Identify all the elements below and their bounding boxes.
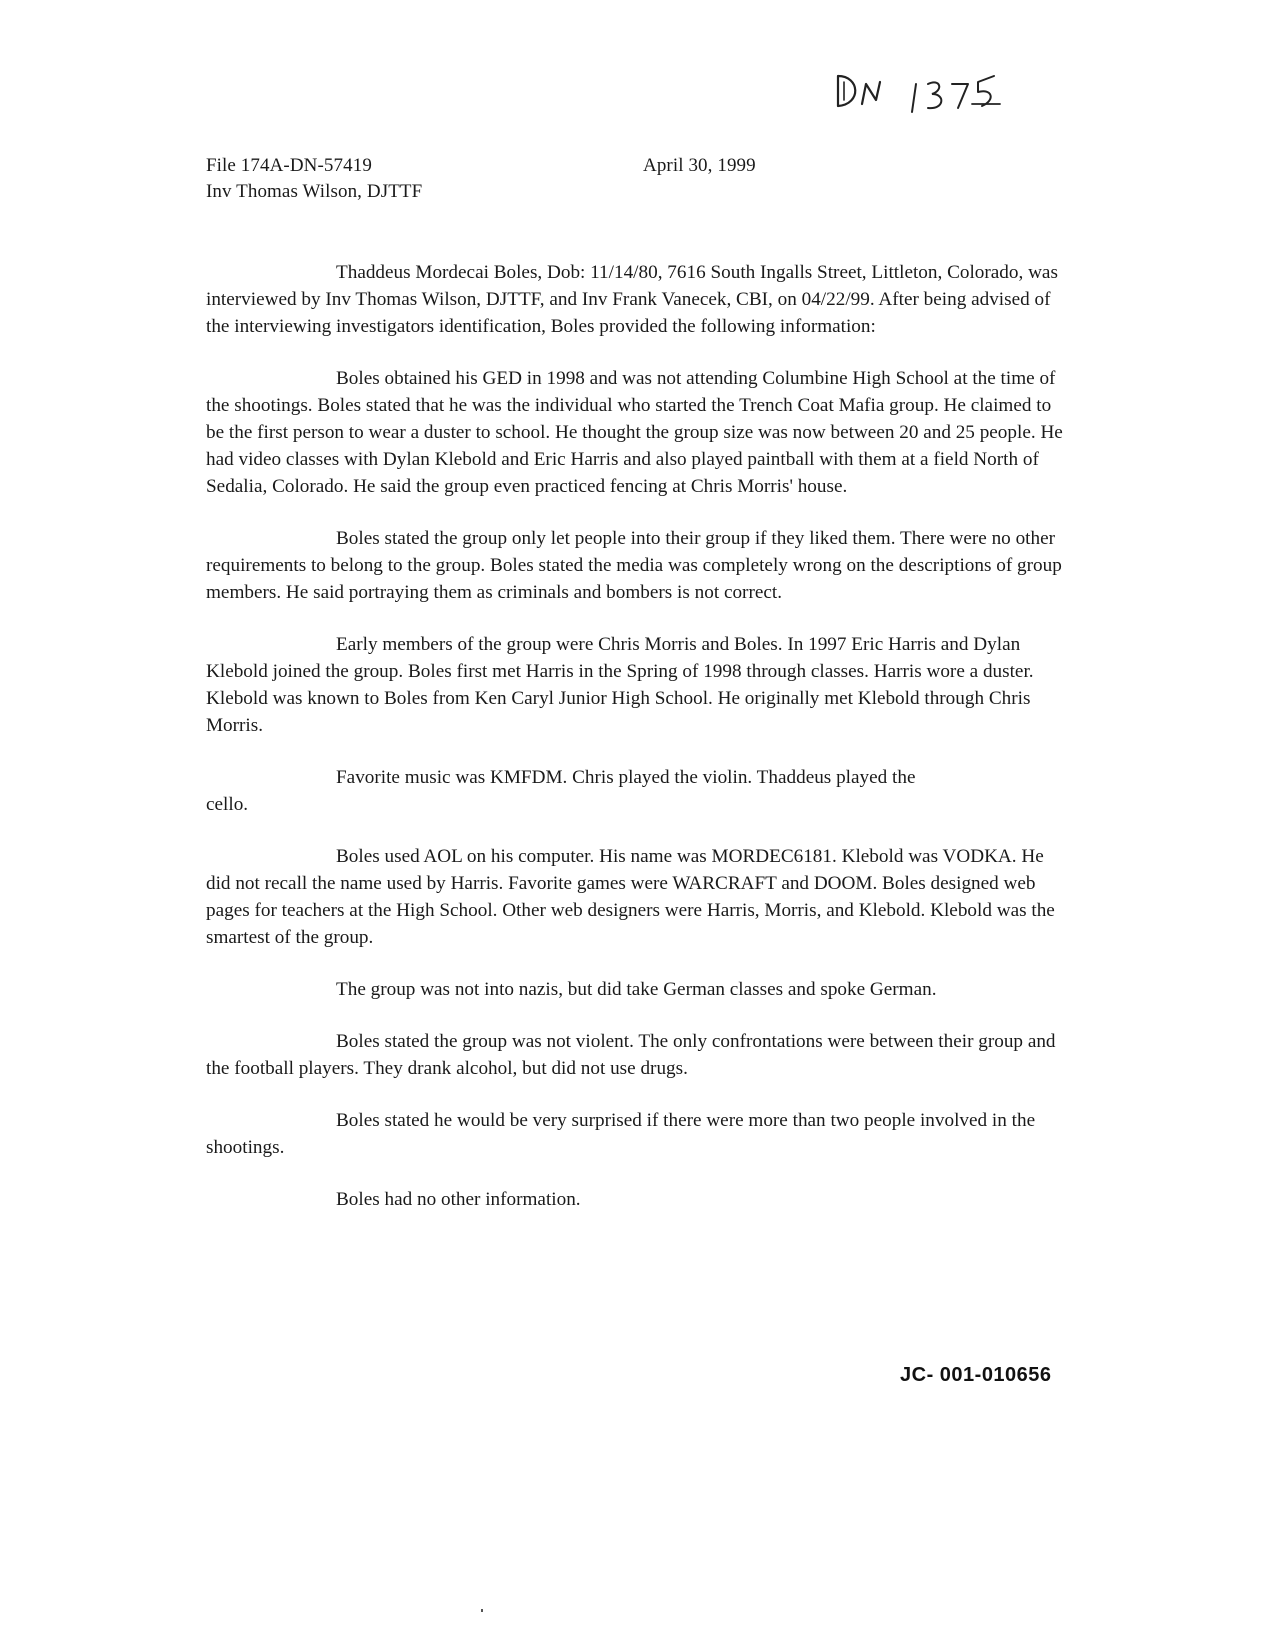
paragraph-computer-use: Boles used AOL on his computer. His name was MORDEC6181. Klebold was VODKA. He did not recall the name used by Harris. Favorite games were WARCRAFT and DOOM. Boles designed web pages for teachers at the High School. Other web designers were Harris, Morris, and Klebold. Klebold was the smartest of the group.: [206, 846, 1055, 948]
paragraph-closing: Boles had no other information.: [336, 1189, 581, 1210]
paragraph-membership: Boles stated the group only let people into their group if they liked them. There were no other requirements to belong to the group. Boles stated the media was completely wrong on the descriptions of group members. He said portraying them as criminals and bombers is not correct.: [206, 528, 1062, 603]
paragraph-group-origin: Boles obtained his GED in 1998 and was not attending Columbine High School at the time of the shootings. Boles stated that he was the individual who started the Trench Coat Mafia group. He claimed to be the first person to wear a duster to school. He thought the group size was now between 20 and 25 people. He had video classes with Dylan Klebold and Eric Harris and also played paintball with them at a field North of Sedalia, Colorado. He said the group even practiced fencing at Chris Morris' house.: [206, 368, 1063, 497]
paragraph-violence: Boles stated the group was not violent. The only confrontations were between their group and the football players. They drank alcohol, but did not use drugs.: [206, 1031, 1056, 1079]
handwritten-document-number: [832, 68, 1032, 120]
investigator-line: Inv Thomas Wilson, DJTTF: [206, 181, 423, 202]
report-date: April 30, 1999: [643, 155, 756, 176]
file-number: File 174A-DN-57419: [206, 155, 372, 176]
paragraph-interview-intro: Thaddeus Mordecai Boles, Dob: 11/14/80, 7616 South Ingalls Street, Littleton, Colorado, was interviewed by Inv Thomas Wilson, DJTTF, and Inv Frank Vanecek, CBI, on 04/22/99. After being advised of the interviewing investigators identification, Boles provided the following information:: [206, 262, 1058, 337]
paragraph-music-continuation: cello.: [206, 794, 249, 815]
paragraph-german: The group was not into nazis, but did take German classes and spoke German.: [336, 979, 937, 1000]
report-body: [206, 259, 1066, 1238]
paragraph-early-members: Early members of the group were Chris Morris and Boles. In 1997 Eric Harris and Dylan Klebold joined the group. Boles first met Harris in the Spring of 1998 through classes. Harris wore a duster. Klebold was known to Boles from Ken Caryl Junior High School. He originally met Klebold through Chris Morris.: [206, 634, 1034, 736]
paragraph-music: Favorite music was KMFDM. Chris played the violin. Thaddeus played the: [336, 767, 916, 788]
bates-number: JC- 001-010656: [900, 1364, 1052, 1386]
scan-speck: [481, 1609, 483, 1612]
paragraph-shooters: Boles stated he would be very surprised if there were more than two people involved in the shootings.: [206, 1110, 1036, 1158]
